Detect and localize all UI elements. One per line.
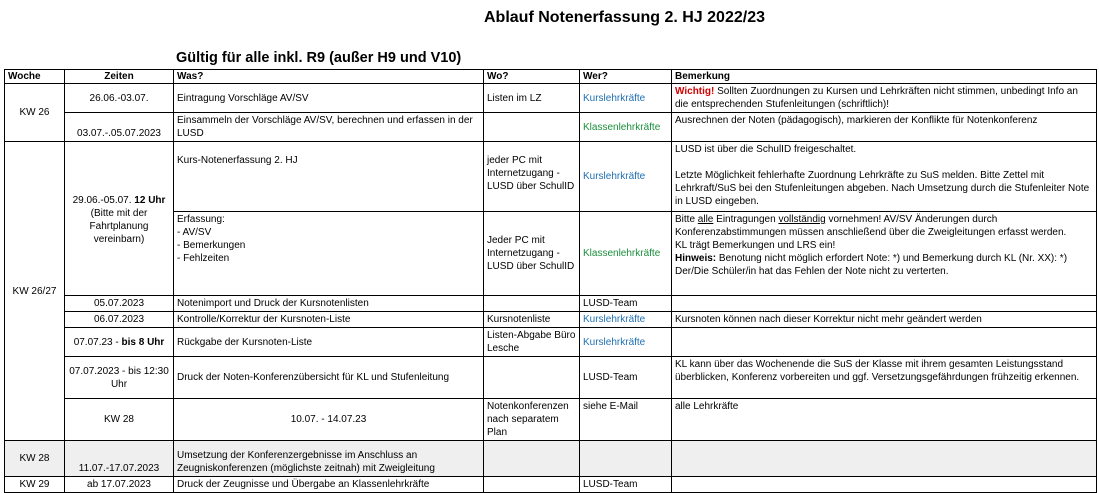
table-row [5, 296, 1097, 312]
cell-wer: LUSD-Team [580, 296, 672, 312]
cell-wer: Klassenlehrkräfte [580, 212, 672, 296]
cell-zeit: 07.07.2023 - bis 12:30 Uhr [65, 357, 174, 399]
cell-wer: Klassenlehrkräfte [580, 113, 672, 142]
header-was: Was? [174, 70, 484, 84]
cell-was: Eintragung Vorschläge AV/SV [174, 84, 484, 113]
cell-zeit: 11.07.-17.07.2023 [65, 441, 174, 477]
table-row [5, 113, 1097, 142]
cell-zeit: 07.07.23 - bis 8 Uhr [65, 328, 174, 357]
wichtig-flag: Wichtig! [675, 86, 715, 97]
cell-was: Kurs-Notenerfassung 2. HJ [174, 142, 484, 212]
cell-wer: Kurslehrkräfte [580, 142, 672, 212]
cell-zeit: 03.07.-.05.07.2023 [65, 113, 174, 142]
cell-wo [484, 113, 580, 142]
cell-was: Druck der Noten-Konferenzübersicht für KL und Stufenleitung [174, 357, 484, 399]
document-subtitle: Gültig für alle inkl. R9 (außer H9 und V10) [176, 50, 462, 66]
cell-woche: KW 28 [65, 399, 174, 441]
cell-wo: Listen im LZ [484, 84, 580, 113]
cell-woche: KW 26/27 [5, 142, 65, 441]
cell-wer [580, 441, 672, 477]
cell-was: Druck der Zeugnisse und Übergabe an Klassenlehrkräfte [174, 477, 484, 493]
cell-wer: Kurslehrkräfte [580, 84, 672, 113]
cell-bemerkung [672, 328, 1097, 357]
cell-wo [484, 357, 580, 399]
cell-wer: Kurslehrkräfte [580, 312, 672, 328]
cell-zeit: 10.07. - 14.07.23 [174, 399, 484, 441]
cell-bemerkung [672, 84, 1097, 113]
cell-bemerkung [672, 441, 1097, 477]
header-bemerkung: Bemerkung [672, 70, 1097, 84]
cell-wo [484, 477, 580, 493]
cell-zeit: ab 17.07.2023 [65, 477, 174, 493]
schedule-table [4, 69, 1097, 493]
header-zeiten: Zeiten [65, 70, 174, 84]
table-row [5, 312, 1097, 328]
table-row [5, 477, 1097, 493]
header-wo: Wo? [484, 70, 580, 84]
cell-wo: jeder PC mit Internetzugang - LUSD über SchulID [484, 142, 580, 212]
table-row [5, 328, 1097, 357]
cell-was: Notenkonferenzen nach separatem Plan [484, 399, 580, 441]
header-row [5, 70, 1097, 84]
cell-wer: Kurslehrkräfte [580, 328, 672, 357]
table-row [5, 357, 1097, 399]
header-woche: Woche [5, 70, 65, 84]
table-row [5, 142, 1097, 212]
cell-zeit: 05.07.2023 [65, 296, 174, 312]
cell-bemerkung: Bitte alle Eintragungen vollständig vornehmen! AV/SV Änderungen durch Konferenzabstimmungen müssen anschließend über die Zweigleitungen erfasst werden. KL trägt Bemerkungen und LRS ein! Hinweis: Benotung nicht möglich erfordert Note: *) und Bemerkung durch KL (Nr. XX): *) Der/Die Schüler/in hat das Fehlen der Note nicht zu verterten. [672, 212, 1097, 296]
cell-wo: Jeder PC mit Internetzugang - LUSD über SchulID [484, 212, 580, 296]
cell-wo: siehe E-Mail [580, 399, 672, 441]
cell-was: Notenimport und Druck der Kursnotenlisten [174, 296, 484, 312]
cell-was: Umsetzung der Konferenzergebnisse im Anschluss an Zeugniskonferenzen (möglichste zeitnah) mit Zweigleitung [174, 441, 484, 477]
cell-bemerkung [672, 296, 1097, 312]
cell-was: Erfassung: - AV/SV - Bemerkungen - Fehlzeiten [174, 212, 484, 296]
cell-wer: LUSD-Team [580, 477, 672, 493]
cell-wo [484, 441, 580, 477]
cell-wer: alle Lehrkräfte [672, 399, 1097, 441]
table-row [5, 84, 1097, 113]
document-title: Ablauf Notenerfassung 2. HJ 2022/23 [484, 9, 765, 26]
table-row [5, 399, 1097, 441]
cell-zeit: 29.06.-05.07. 12 Uhr (Bitte mit der Fahrtplanung vereinbarn) [65, 142, 174, 296]
table-row [5, 441, 1097, 477]
cell-bemerkung: Ausrechnen der Noten (pädagogisch), markieren der Konflikte für Notenkonferenz [672, 113, 1097, 142]
cell-woche: KW 29 [5, 477, 65, 493]
cell-bemerkung: Kursnoten können nach dieser Korrektur nicht mehr geändert werden [672, 312, 1097, 328]
cell-woche: KW 28 [5, 441, 65, 477]
cell-zeit: 06.07.2023 [65, 312, 174, 328]
cell-zeit: 26.06.-03.07. [65, 84, 174, 113]
cell-bemerkung: KL kann über das Wochenende die SuS der Klasse mit ihrem gesamten Leistungsstand überblicken, Konferenz vorbereiten und ggf. Versetzungsgefährdungen frühzeitig erkennen. [672, 357, 1097, 399]
cell-was: Einsammeln der Vorschläge AV/SV, berechnen und erfassen in der LUSD [174, 113, 484, 142]
cell-was: Rückgabe der Kursnoten-Liste [174, 328, 484, 357]
cell-bemerkung: LUSD ist über die SchulID freigeschaltet. Letzte Möglichkeit fehlerhafte Zuordnung Lehrkräfte zu SuS melden. Bitte Zettel mit Lehrkraft/SuS bei den Stufenleitungen abgeben. Nach Umsetzung durch die Stufenleiter Note in LUSD eingeben. [672, 142, 1097, 212]
cell-bemerkung [672, 477, 1097, 493]
cell-wo: Kursnotenliste [484, 312, 580, 328]
cell-wo: Listen-Abgabe Büro Lesche [484, 328, 580, 357]
bemerkung-text: Sollten Zuordnungen zu Kursen und Lehrkräften nicht stimmen, unbedingt Info an die entsprechenden Stufenleitungen (schriftlich)! [675, 86, 1078, 110]
cell-wer: LUSD-Team [580, 357, 672, 399]
header-wer: Wer? [580, 70, 672, 84]
cell-woche: KW 26 [5, 84, 65, 142]
cell-was: Kontrolle/Korrektur der Kursnoten-Liste [174, 312, 484, 328]
cell-wo [484, 296, 580, 312]
